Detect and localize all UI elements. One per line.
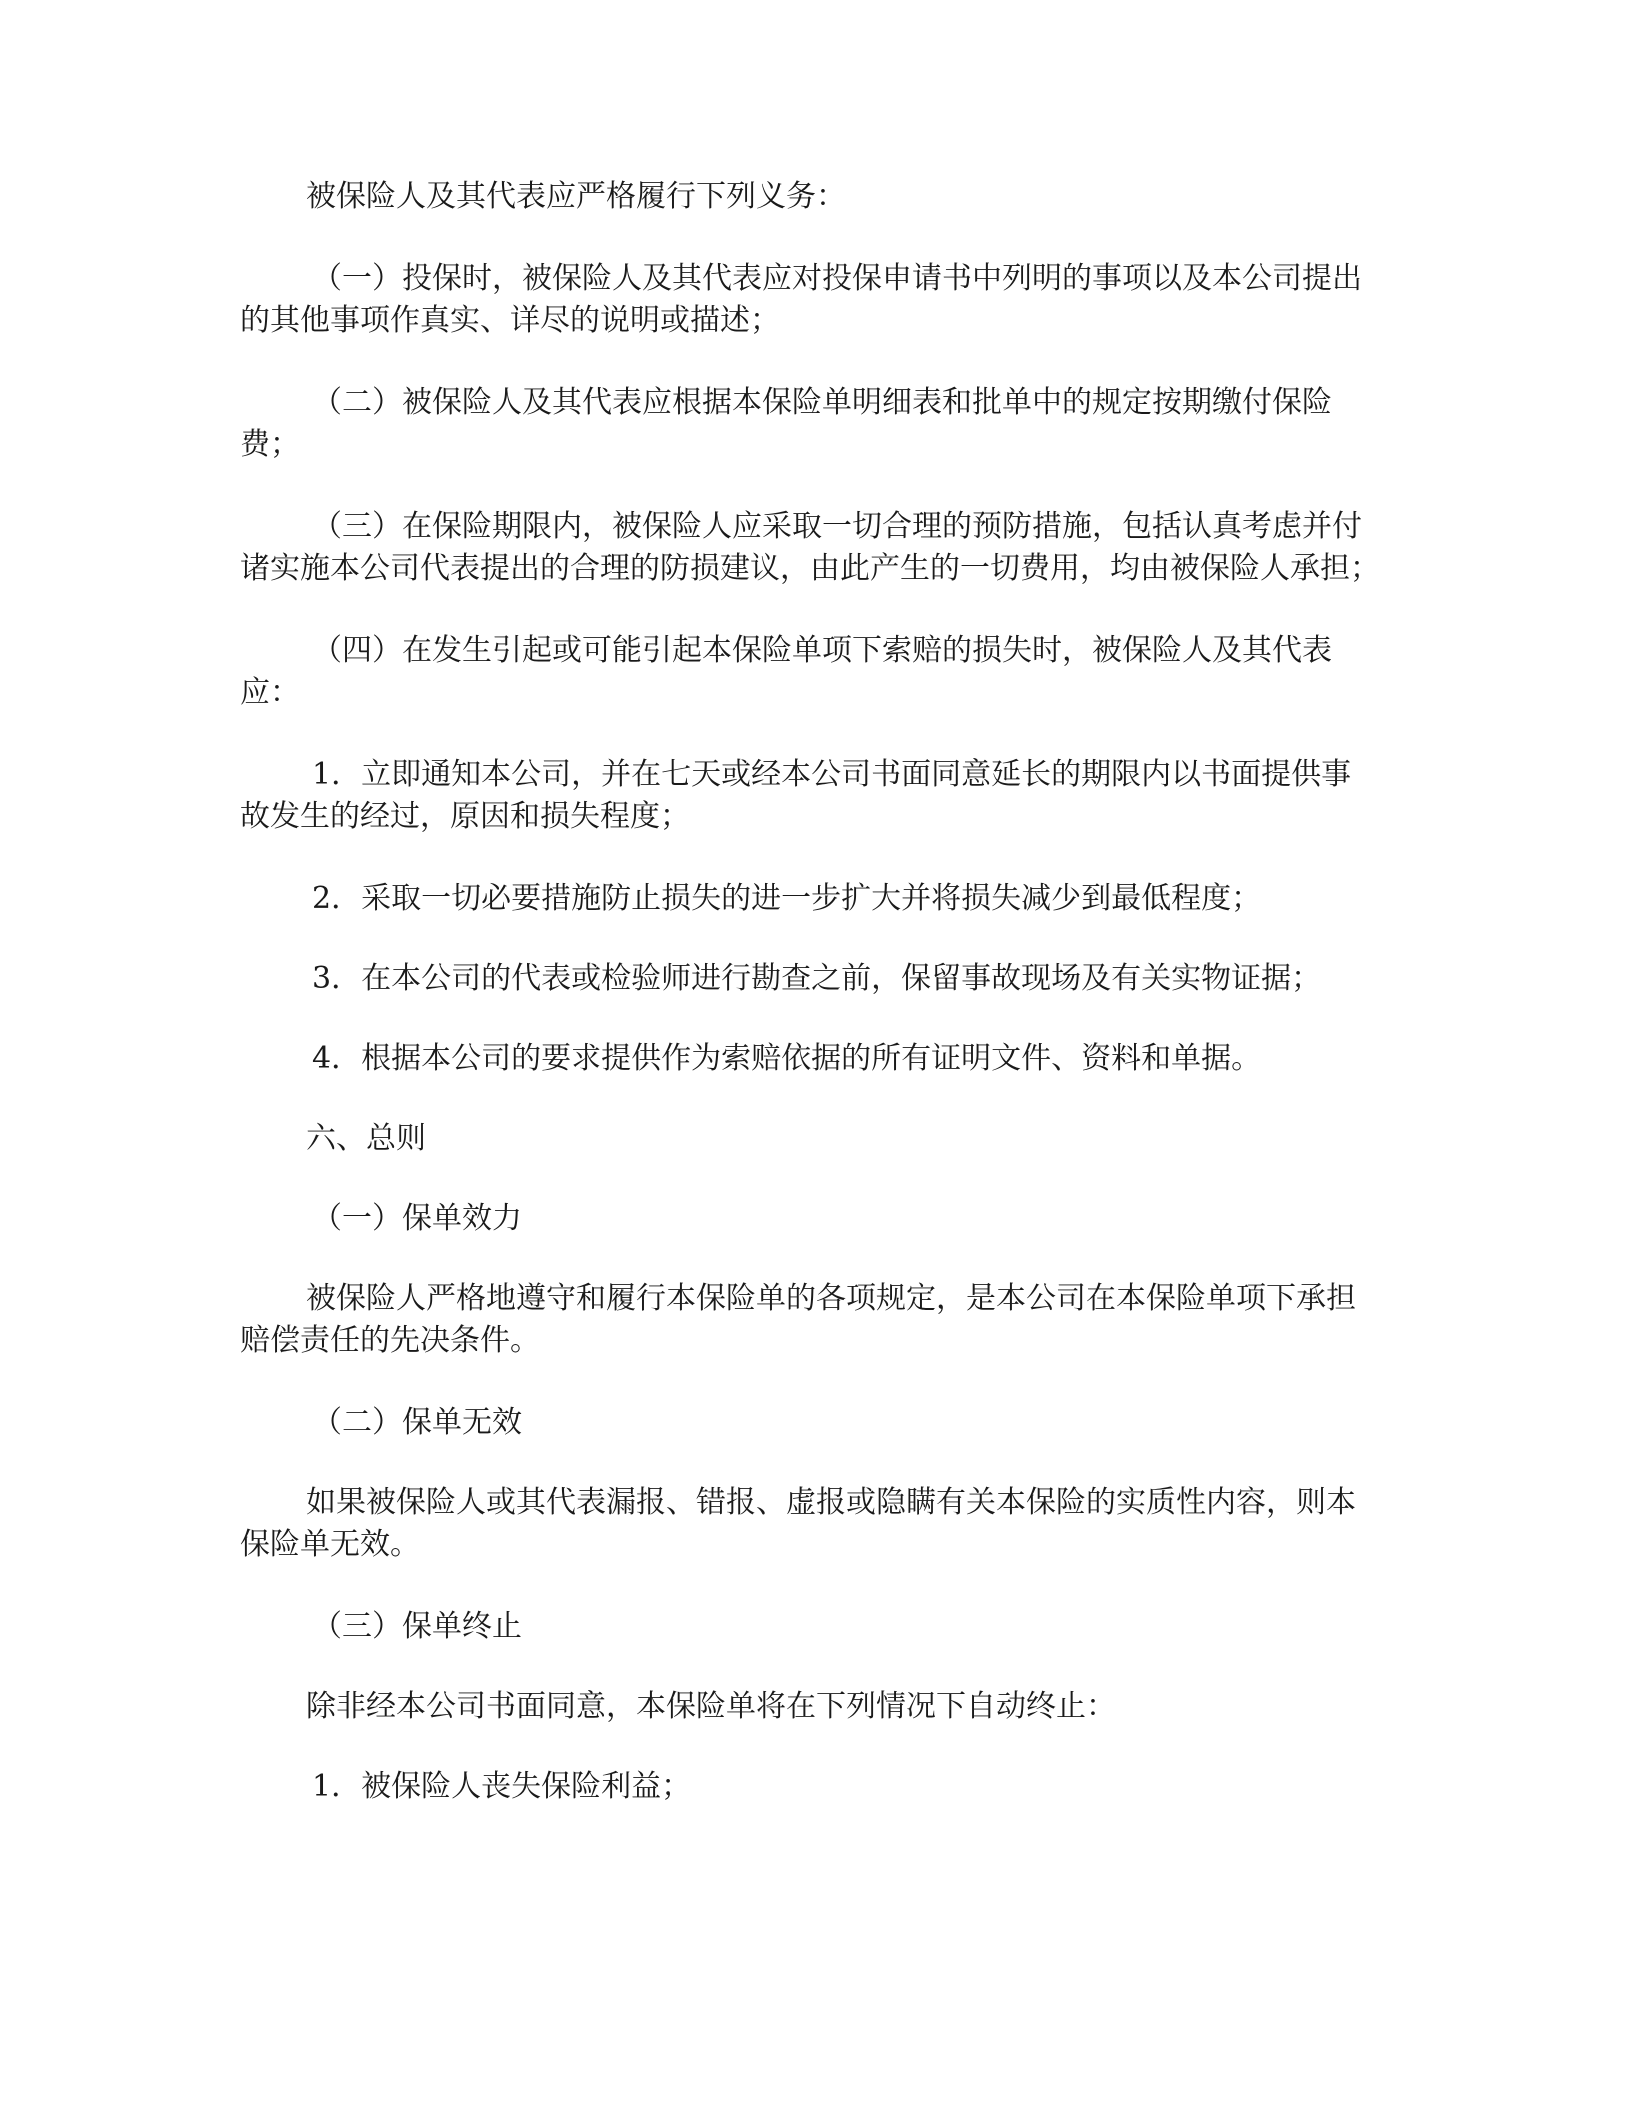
paragraph-policy-validity: 被保险人严格地遵守和履行本保险单的各项规定，是本公司在本保险单项下承担赔偿责任的先决条件。 [240,1281,1356,1358]
paragraph-obligation-4: （四）在发生引起或可能引起本保险单项下索赔的损失时，被保险人及其代表应： [240,633,1332,710]
paragraph-subitem-1: 1．立即通知本公司，并在七天或经本公司书面同意延长的期限内以书面提供事故发生的经过，原因和损失程度； [240,757,1352,834]
subheading-policy-validity: （一）保单效力 [312,1201,522,1236]
subheading-policy-invalid: （二）保单无效 [312,1405,522,1440]
paragraph-subitem-2: 2．采取一切必要措施防止损失的进一步扩大并将损失减少到最低程度； [312,881,1262,916]
paragraph-policy-invalid: 如果被保险人或其代表漏报、错报、虚报或隐瞒有关本保险的实质性内容，则本保险单无效。 [240,1485,1356,1562]
document-page [240,176,1380,1808]
section-heading-general: 六、总则 [306,1121,426,1156]
paragraph-obligations-intro: 被保险人及其代表应严格履行下列义务： [306,179,846,214]
paragraph-subitem-4: 4．根据本公司的要求提供作为索赔依据的所有证明文件、资料和单据。 [312,1041,1262,1076]
paragraph-obligation-2: （二）被保险人及其代表应根据本保险单明细表和批单中的规定按期缴付保险费； [240,385,1332,462]
paragraph-obligation-3: （三）在保险期限内，被保险人应采取一切合理的预防措施，包括认真考虑并付诸实施本公司代表提出的合理的防损建议，由此产生的一切费用，均由被保险人承担； [240,509,1380,586]
subheading-policy-termination: （三）保单终止 [312,1609,522,1644]
paragraph-obligation-1: （一）投保时，被保险人及其代表应对投保申请书中列明的事项以及本公司提出的其他事项作真实、详尽的说明或描述； [240,261,1362,338]
paragraph-policy-termination: 除非经本公司书面同意，本保险单将在下列情况下自动终止： [306,1689,1116,1724]
paragraph-termination-item-1: 1．被保险人丧失保险利益； [312,1769,692,1804]
paragraph-subitem-3: 3．在本公司的代表或检验师进行勘查之前，保留事故现场及有关实物证据； [312,961,1322,996]
